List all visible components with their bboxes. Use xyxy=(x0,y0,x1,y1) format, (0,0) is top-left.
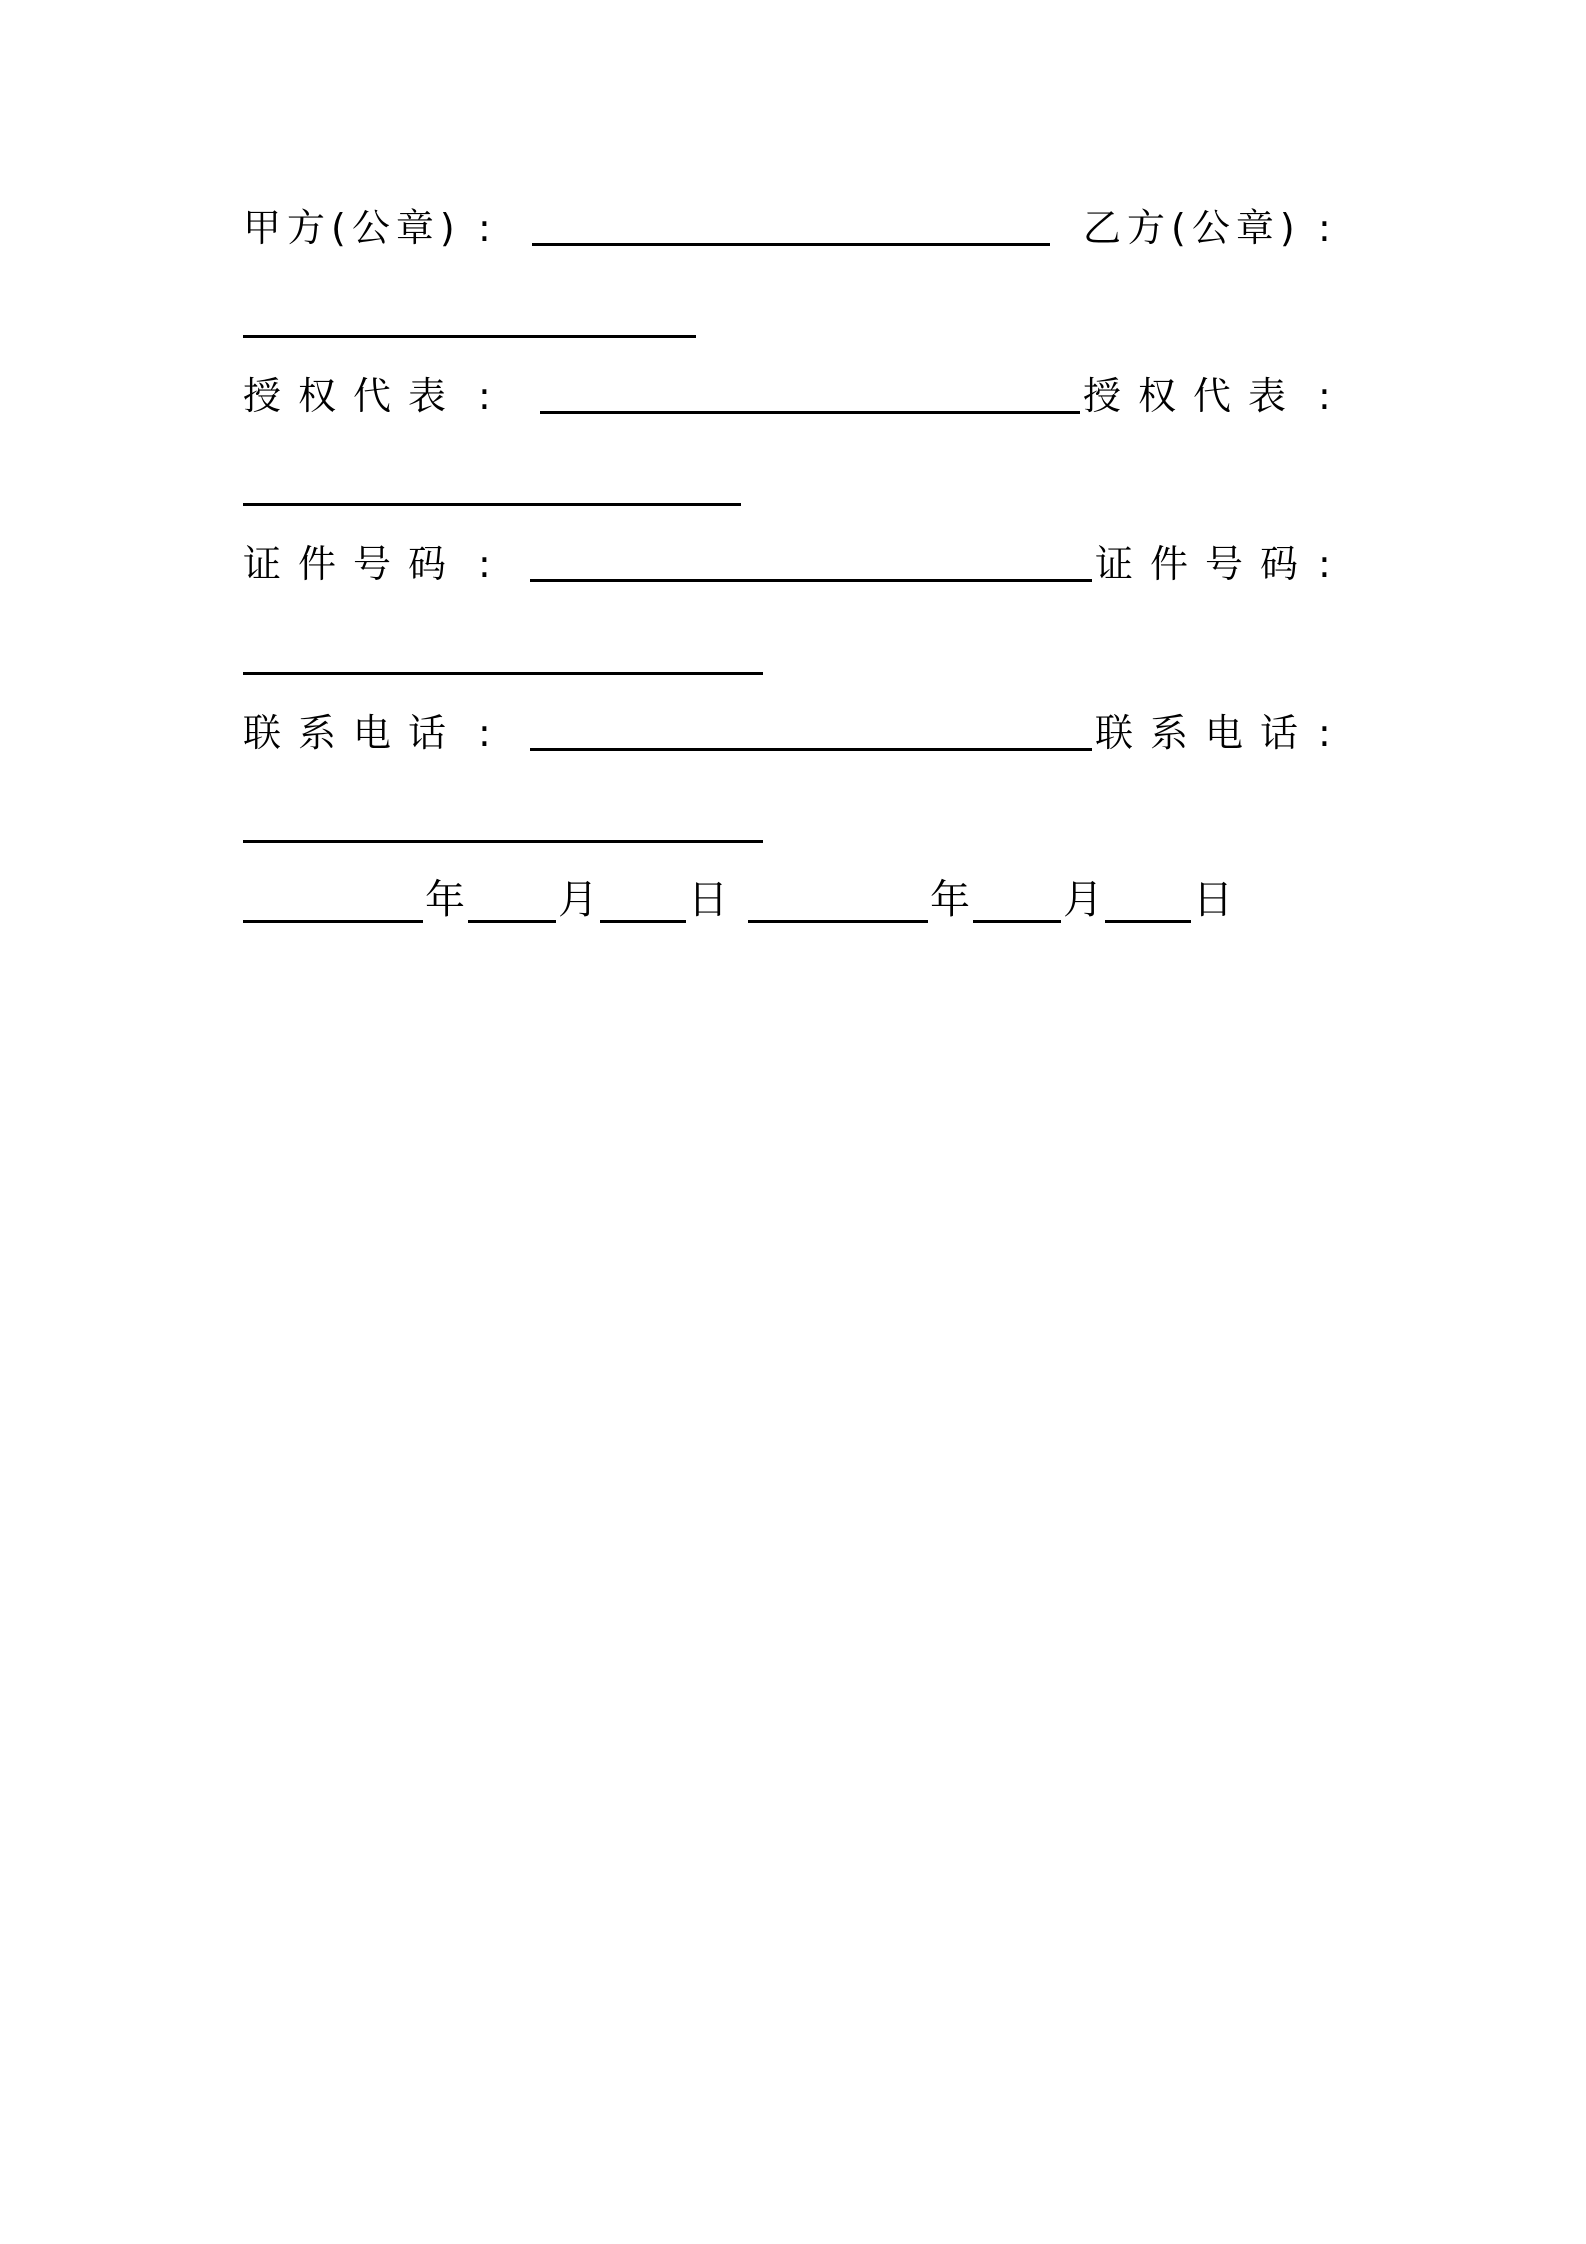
party-a-year-blank[interactable] xyxy=(243,920,423,923)
party-a-id-colon: : xyxy=(478,542,491,586)
party-a-representative-blank[interactable] xyxy=(540,411,1080,414)
party-a-seal-blank[interactable] xyxy=(532,243,1050,246)
party-a-month-label: 月 xyxy=(558,877,598,923)
party-b-id-blank[interactable] xyxy=(243,672,763,675)
seal-row xyxy=(0,198,1586,258)
party-b-seal-colon: : xyxy=(1318,206,1331,250)
party-a-id-label: 证件号码 xyxy=(243,542,464,586)
party-a-phone-label: 联系电话 xyxy=(243,711,464,755)
party-b-year-label: 年 xyxy=(930,877,970,923)
date-row xyxy=(0,870,1586,930)
party-b-id-label: 证件号码 xyxy=(1095,542,1316,586)
party-a-year-label: 年 xyxy=(425,877,465,923)
party-b-year-blank[interactable] xyxy=(748,920,928,923)
party-a-seal-label: 甲方(公章) xyxy=(243,206,461,250)
id-number-row xyxy=(0,534,1586,594)
party-b-phone-colon: : xyxy=(1318,711,1331,755)
phone-row xyxy=(0,703,1586,763)
party-a-representative-label: 授权代表 xyxy=(243,374,464,418)
party-b-id-colon: : xyxy=(1318,542,1331,586)
party-b-representative-label: 授权代表 xyxy=(1083,374,1304,418)
party-b-phone-blank[interactable] xyxy=(243,840,763,843)
party-a-seal-colon: : xyxy=(478,206,491,250)
party-a-month-blank[interactable] xyxy=(468,920,556,923)
party-a-day-blank[interactable] xyxy=(600,920,686,923)
representative-row xyxy=(0,366,1586,426)
party-a-representative-colon: : xyxy=(478,374,491,418)
party-a-day-label: 日 xyxy=(688,877,728,923)
party-b-month-label: 月 xyxy=(1063,877,1103,923)
party-b-phone-label: 联系电话 xyxy=(1095,711,1316,755)
party-b-day-blank[interactable] xyxy=(1105,920,1191,923)
party-b-representative-colon: : xyxy=(1318,374,1331,418)
party-b-representative-blank[interactable] xyxy=(243,503,741,506)
party-b-seal-blank[interactable] xyxy=(243,335,696,338)
party-b-day-label: 日 xyxy=(1193,877,1233,923)
party-a-id-blank[interactable] xyxy=(530,579,1092,582)
party-a-phone-blank[interactable] xyxy=(530,748,1092,751)
party-b-month-blank[interactable] xyxy=(973,920,1061,923)
party-b-seal-label: 乙方(公章) xyxy=(1083,206,1301,250)
party-a-phone-colon: : xyxy=(478,711,491,755)
